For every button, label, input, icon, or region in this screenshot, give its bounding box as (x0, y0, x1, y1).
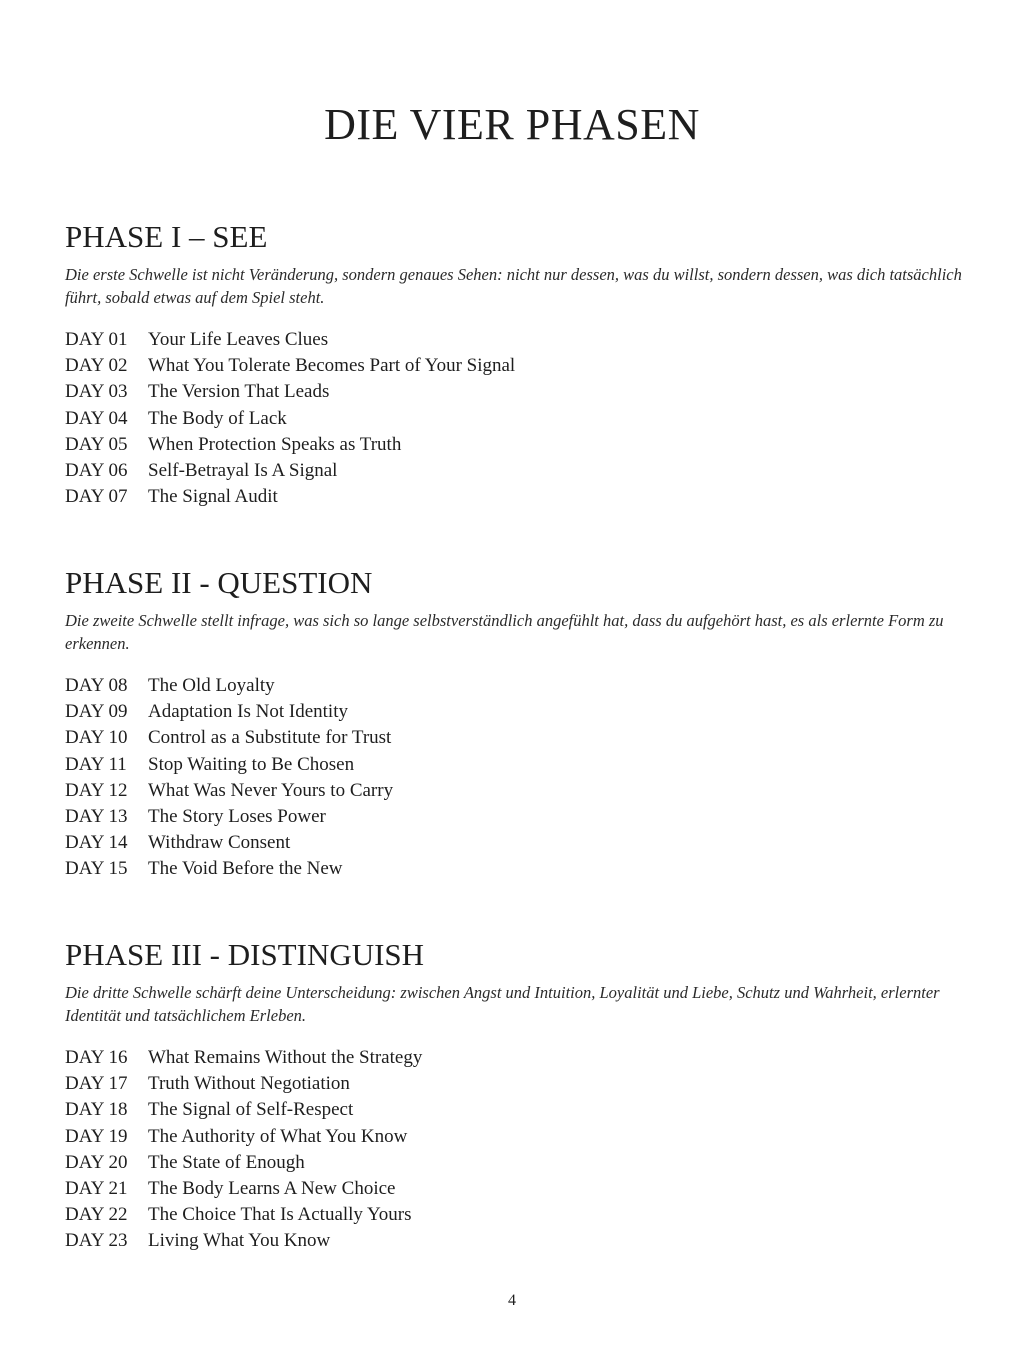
day-number: DAY 23 (65, 1230, 128, 1252)
phase-2-day-list (65, 673, 965, 883)
day-number: DAY 15 (65, 858, 128, 880)
phase-1-section (65, 217, 965, 510)
day-entry (65, 830, 965, 856)
page-title: DIE VIER PHASEN (324, 100, 700, 149)
day-entry (65, 406, 965, 432)
phase-2-heading: PHASE II - QUESTION (65, 565, 373, 600)
day-number: DAY 22 (65, 1204, 128, 1226)
day-entry (65, 752, 965, 778)
phase-3-day-list (65, 1045, 965, 1255)
day-entry (65, 1202, 965, 1228)
day-number: DAY 19 (65, 1125, 128, 1147)
day-number: DAY 11 (65, 753, 127, 775)
day-entry (65, 1045, 965, 1071)
day-entry (65, 1150, 965, 1176)
day-number: DAY 20 (65, 1151, 128, 1173)
day-title: Living What You Know (148, 1230, 331, 1252)
day-entry (65, 778, 965, 804)
day-title: The Signal of Self-Respect (148, 1099, 354, 1121)
phase-3-description: Die dritte Schwelle schärft deine Unterscheidung: zwischen Angst und Intuition, Loyalität und Liebe, Schutz und Wahrheit, erlernter Identität und tatsächlichem Erleben. (65, 983, 940, 1025)
day-number: DAY 08 (65, 675, 128, 696)
day-entry (65, 1071, 965, 1097)
day-entry (65, 1176, 965, 1202)
phase-2-section (65, 563, 965, 883)
day-title: The Old Loyalty (148, 675, 275, 696)
day-number: DAY 02 (65, 355, 128, 377)
day-title: Adaptation Is Not Identity (148, 701, 348, 723)
day-title: The Signal Audit (148, 486, 278, 508)
day-entry (65, 699, 965, 725)
day-entry (65, 327, 965, 353)
day-title: What Was Never Yours to Carry (148, 779, 394, 801)
day-title: The Body of Lack (148, 407, 287, 429)
day-title: Self-Betrayal Is A Signal (148, 459, 338, 481)
day-number: DAY 06 (65, 459, 128, 481)
day-number: DAY 03 (65, 381, 128, 403)
phase-1-description: Die erste Schwelle ist nicht Veränderung, sondern genaues Sehen: nicht nur dessen, was du willst, sondern dessen, was dich tatsächlich führt, sobald etwas auf dem Spiel steht. (65, 265, 962, 307)
page-number: 4 (508, 1292, 516, 1309)
day-number: DAY 01 (65, 329, 128, 350)
day-number: DAY 07 (65, 486, 128, 508)
day-title: The State of Enough (148, 1151, 305, 1173)
day-entry (65, 432, 965, 458)
day-title: Truth Without Negotiation (148, 1073, 350, 1095)
day-title: The Choice That Is Actually Yours (148, 1204, 412, 1226)
day-title: Control as a Substitute for Trust (148, 727, 392, 749)
day-entry (65, 458, 965, 484)
day-entry (65, 379, 965, 405)
day-title: The Body Learns A New Choice (148, 1177, 396, 1199)
day-title: Withdraw Consent (148, 832, 291, 854)
day-number: DAY 10 (65, 727, 128, 749)
day-entry (65, 673, 965, 699)
day-number: DAY 14 (65, 832, 128, 854)
phase-3-section (65, 935, 965, 1255)
day-entry (65, 856, 965, 882)
phase-1-day-list (65, 327, 965, 510)
day-title: What You Tolerate Becomes Part of Your Signal (148, 355, 516, 377)
day-entry (65, 1097, 965, 1123)
day-number: DAY 05 (65, 433, 128, 455)
day-title: Your Life Leaves Clues (148, 329, 329, 350)
day-title: The Version That Leads (148, 381, 330, 403)
day-number: DAY 18 (65, 1099, 128, 1121)
day-title: The Void Before the New (148, 858, 343, 880)
day-number: DAY 13 (65, 805, 128, 827)
day-entry (65, 1228, 965, 1254)
day-title: The Story Loses Power (148, 805, 326, 827)
day-title: When Protection Speaks as Truth (148, 433, 402, 455)
phase-3-heading: PHASE III - DISTINGUISH (65, 937, 425, 972)
phase-2-description: Die zweite Schwelle stellt infrage, was sich so lange selbstverständlich angefühlt hat, dass du aufgehört hast, es als erlernte Form zu erkennen. (65, 611, 944, 653)
day-number: DAY 12 (65, 779, 128, 801)
phase-1-heading: PHASE I – SEE (65, 219, 268, 254)
day-title: Stop Waiting to Be Chosen (148, 753, 355, 775)
day-entry (65, 484, 965, 510)
day-number: DAY 04 (65, 407, 128, 429)
day-number: DAY 16 (65, 1047, 128, 1068)
day-title: What Remains Without the Strategy (148, 1047, 423, 1068)
day-entry (65, 353, 965, 379)
day-entry (65, 1124, 965, 1150)
day-number: DAY 09 (65, 701, 128, 723)
day-entry (65, 725, 965, 751)
day-number: DAY 21 (65, 1177, 128, 1199)
day-title: The Authority of What You Know (148, 1125, 408, 1147)
day-entry (65, 804, 965, 830)
day-number: DAY 17 (65, 1073, 128, 1095)
